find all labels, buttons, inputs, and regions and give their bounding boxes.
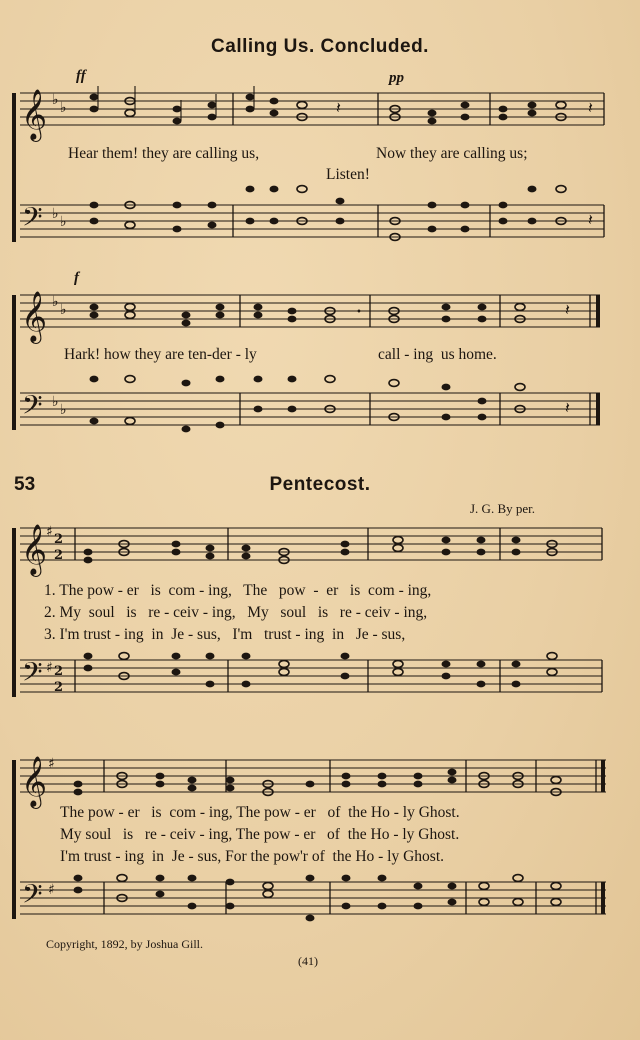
lyric-verse-3: I'm trust - ing in Je - sus, For the pow'r of the Ho - ly Ghost. <box>60 848 445 865</box>
svg-text:♭: ♭ <box>52 206 59 222</box>
time-signature: 2 <box>54 532 64 547</box>
treble-clef-icon: 𝄞 <box>21 291 48 342</box>
lyric-verse-2: My soul is re - ceiv - ing, The pow - er of the Ho - ly Ghost. <box>60 826 460 843</box>
svg-text:♭: ♭ <box>52 294 59 310</box>
section-title-calling-us: Calling Us. Concluded. <box>211 36 429 57</box>
svg-text:♭: ♭ <box>60 100 67 116</box>
lyric-line: call - ing us home. <box>378 346 497 363</box>
hymn-title: Pentecost. <box>269 474 371 495</box>
sharp-icon: ♯ <box>46 524 53 540</box>
lyric-line: Hark! how they are ten-der - ly <box>64 346 257 363</box>
lyric-verse-3: 3. I'm trust - ing in Je - sus, I'm trust - ing in Je - sus, <box>44 626 406 643</box>
svg-text:♭: ♭ <box>60 402 67 418</box>
copyright-notice: Copyright, 1892, by Joshua Gill. <box>46 937 204 951</box>
svg-text:♯: ♯ <box>46 660 53 676</box>
treble-notes <box>90 300 571 326</box>
svg-text:2: 2 <box>54 548 64 563</box>
flat-icon: ♭ <box>52 92 59 108</box>
treble-clef-icon: 𝄞 <box>21 756 48 807</box>
treble-staff <box>20 295 600 327</box>
music-system-1 <box>0 80 640 250</box>
treble-clef-icon: 𝄞 <box>21 524 48 575</box>
bass-staff <box>20 205 604 237</box>
bass-clef-icon: 𝄢 <box>22 878 43 916</box>
treble-staff <box>20 93 604 125</box>
dynamic-f: f <box>74 270 79 286</box>
lyric-verse-1: The pow - er is com - ing, The pow - er of the Ho - ly Ghost. <box>60 804 460 821</box>
treble-notes <box>74 769 562 796</box>
bass-staff <box>20 393 600 425</box>
bass-clef-icon: 𝄢 <box>22 389 43 427</box>
treble-clef-icon: 𝄞 <box>21 89 48 140</box>
lyric-line: Listen! <box>326 166 370 183</box>
lyric-line: Now they are calling us; <box>376 145 528 162</box>
svg-text:•: • <box>356 307 362 318</box>
bass-clef-icon: 𝄢 <box>22 201 43 239</box>
svg-text:𝄽: 𝄽 <box>565 300 570 319</box>
svg-text:♯: ♯ <box>48 756 55 772</box>
lyric-verse-1: 1. The pow - er is com - ing, The pow - er is com - ing, <box>44 582 432 599</box>
hymn-number: 53 <box>14 474 36 495</box>
svg-text:♭: ♭ <box>60 302 67 318</box>
svg-text:♭: ♭ <box>52 394 59 410</box>
page-number: (41) <box>298 954 318 968</box>
svg-text:𝄽: 𝄽 <box>588 210 593 229</box>
lyric-line: Hear them! they are calling us, <box>68 145 260 162</box>
svg-text:2: 2 <box>54 664 64 679</box>
svg-text:𝄽: 𝄽 <box>588 98 593 117</box>
bass-notes <box>90 376 571 433</box>
attribution: J. G. By per. <box>470 501 535 516</box>
svg-text:𝄽: 𝄽 <box>565 398 570 417</box>
treble-notes <box>84 537 558 564</box>
dynamic-pp: pp <box>389 70 404 86</box>
bass-clef-icon: 𝄢 <box>22 656 43 694</box>
svg-text:𝄽: 𝄽 <box>336 98 341 117</box>
lyric-verse-2: 2. My soul is re - ceiv - ing, My soul is re - ceiv - ing, <box>44 604 428 621</box>
bass-notes <box>84 653 558 688</box>
dynamic-ff: ff <box>76 68 86 84</box>
treble-notes <box>90 86 594 124</box>
svg-text:2: 2 <box>54 680 64 695</box>
svg-text:♯: ♯ <box>48 882 55 898</box>
svg-text:♭: ♭ <box>60 214 67 230</box>
